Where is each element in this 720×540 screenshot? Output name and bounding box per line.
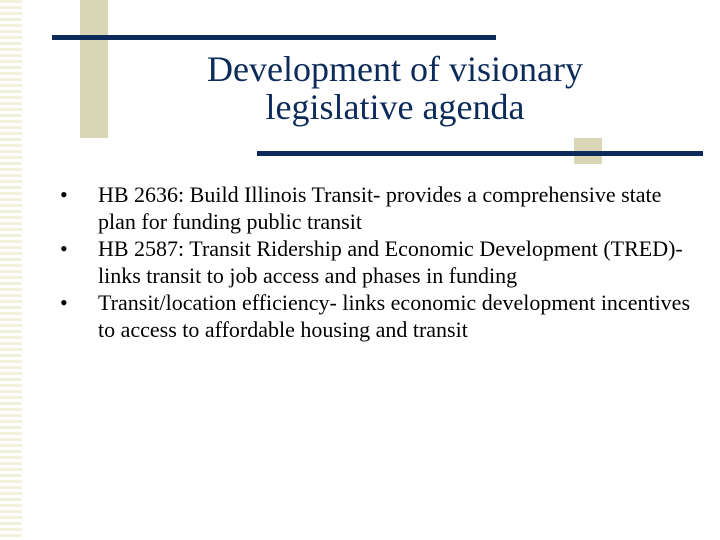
bullet-marker: • [60, 182, 68, 207]
bullet-item [54, 235, 694, 289]
slide-title-line-1: Development of visionary [207, 49, 583, 89]
bullet-item [54, 289, 694, 343]
title-bottom-bar [257, 151, 703, 156]
bullet-text: Transit/location efficiency- links economic development incentives to access to affordable housing and transit [98, 290, 691, 342]
bullet-item [54, 181, 694, 235]
tan-decor-block-top [80, 0, 108, 138]
bullet-marker: • [60, 236, 68, 261]
title-top-bar [52, 35, 496, 40]
bullet-text: HB 2587: Transit Ridership and Economic Development (TRED)- links transit to job access and phases in funding [98, 236, 683, 288]
slide-title [120, 50, 670, 126]
striped-border [0, 0, 22, 540]
bullet-text: HB 2636: Build Illinois Transit- provides a comprehensive state plan for funding public transit [98, 182, 662, 234]
bullet-list [54, 181, 694, 343]
slide-title-line-2: legislative agenda [265, 87, 525, 127]
bullet-marker: • [60, 290, 68, 315]
